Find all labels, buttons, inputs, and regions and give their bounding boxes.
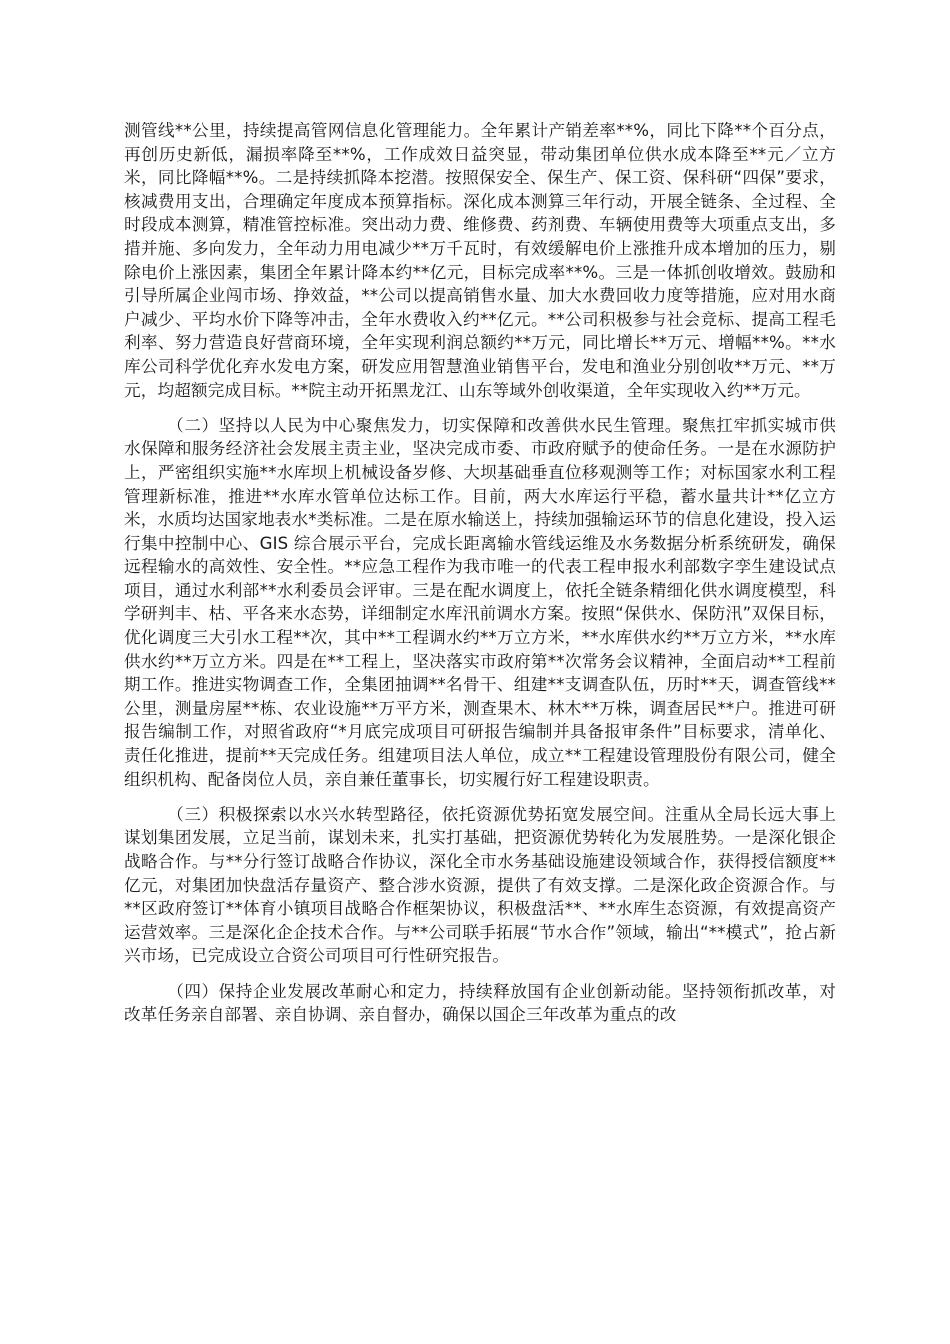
paragraph-continued: 测管线**公里，持续提高管网信息化管理能力。全年累计产销差率**%，同比下降**个百分点，再创历史新低，漏损率降至**%，工作成效日益突显，带动集团单位供水成本降至**元／立方米，同比降幅**%。二是持续抓降本挖潜。按照保安全、保生产、保工资、保科研“四保”要求，核减费用支出，合理确定年度成本预算指标。深化成本测算三年行动，开展全链条、全过程、全时段成本测算，精准管控标准。突出动力费、维修费、药剂费、车辆使用费等大项重点支出，多措并施、多向发力，全年动力用电减少**万千瓦时，有效缓解电价上涨推升成本增加的压力，剔除电价上涨因素，集团全年累计降本约**亿元，目标完成率**%。三是一体抓创收增效。鼓励和引导所属企业闯市场、挣效益，**公司以提高销售水量、加大水费回收力度等措施，应对用水商户减少、平均水价下降等冲击，全年水费收入约**亿元。**公司积极参与社会竞标、提高工程毛利率、努力营造良好营商环境，全年实现利润总额约**万元，同比增长**万元、增幅**%。**水库公司科学优化弃水发电方案，研发应用智慧渔业销售平台，发电和渔业分别创收**万元、**万元，均超额完成目标。**院主动开拓黑龙江、山东等域外创收渠道，全年实现收入约**万元。	[124, 121, 836, 400]
document-body	[124, 119, 836, 1038]
paragraph-section-4: （四）保持企业发展改革耐心和定力，持续释放国有企业创新动能。坚持领衔抓改革，对改革任务亲自部署、亲自协调、亲自督办，确保以国企三年改革为重点的改	[124, 981, 836, 1025]
paragraph-section-3: （三）积极探索以水兴水转型路径，依托资源优势拓宽发展空间。注重从全局长远大事上谋划集团发展，立足当前，谋划未来，扎实打基础，把资源优势转化为发展胜势。一是深化银企战略合作。与**分行签订战略合作协议，深化全市水务基础设施建设领域合作，获得授信额度**亿元，对集团加快盘活存量资产、整合涉水资源，提供了有效支撑。二是深化政企资源合作。与**区政府签订**体育小镇项目战略合作框架协议，积极盘活**、**水库生态资源，有效提高资产运营效率。三是深化企企技术合作。与**公司联手拓展“节水合作”领域，输出“**模式”，抢占新兴市场，已完成设立合资公司项目可行性研究报告。	[124, 804, 836, 966]
paragraph-section-2: （二）坚持以人民为中心聚焦发力，切实保障和改善供水民生管理。聚焦扛牢抓实城市供水保障和服务经济社会发展主责主业，坚决完成市委、市政府赋予的使命任务。一是在水源防护上，严密组织实施**水库坝上机械设备岁修、大坝基础垂直位移观测等工作；对标国家水利工程管理新标准，推进**水库水管单位达标工作。目前，两大水库运行平稳，蓄水量共计**亿立方米，水质均达国家地表水*类标准。二是在原水输送上，持续加强输运环节的信息化建设，投入运行集中控制中心、GIS 综合展示平台，完成长距离输水管线运维及水务数据分析系统研发，确保远程输水的高效性、安全性。**应急工程作为我市唯一的代表工程申报水利部数字孪生建设试点项目，通过水利部**水利委员会评审。三是在配水调度上，依托全链条精细化供水调度模型，科学研判丰、枯、平各来水态势，详细制定水库汛前调水方案。按照“保供水、保防汛”双保目标，优化调度三大引水工程**次，其中**工程调水约**万立方米，**水库供水约**万立方米，**水库供水约**万立方米。四是在**工程上，坚决落实市政府第**次常务会议精神，全面启动**工程前期工作。推进实物调查工作，全集团抽调**名骨干、组建**支调查队伍，历时**天，调查管线**公里，测量房屋**栋、农业设施**万平方米，测查果木、林木**万株，调查居民**户。推进可研报告编制工作，对照省政府“*月底完成项目可研报告编制并具备报审条件”目标要求，清单化、责任化推进，提前**天完成任务。组建项目法人单位，成立**工程建设管理股份有限公司，健全组织机构、配备岗位人员，亲自兼任董事长，切实履行好工程建设职责。	[124, 415, 836, 789]
